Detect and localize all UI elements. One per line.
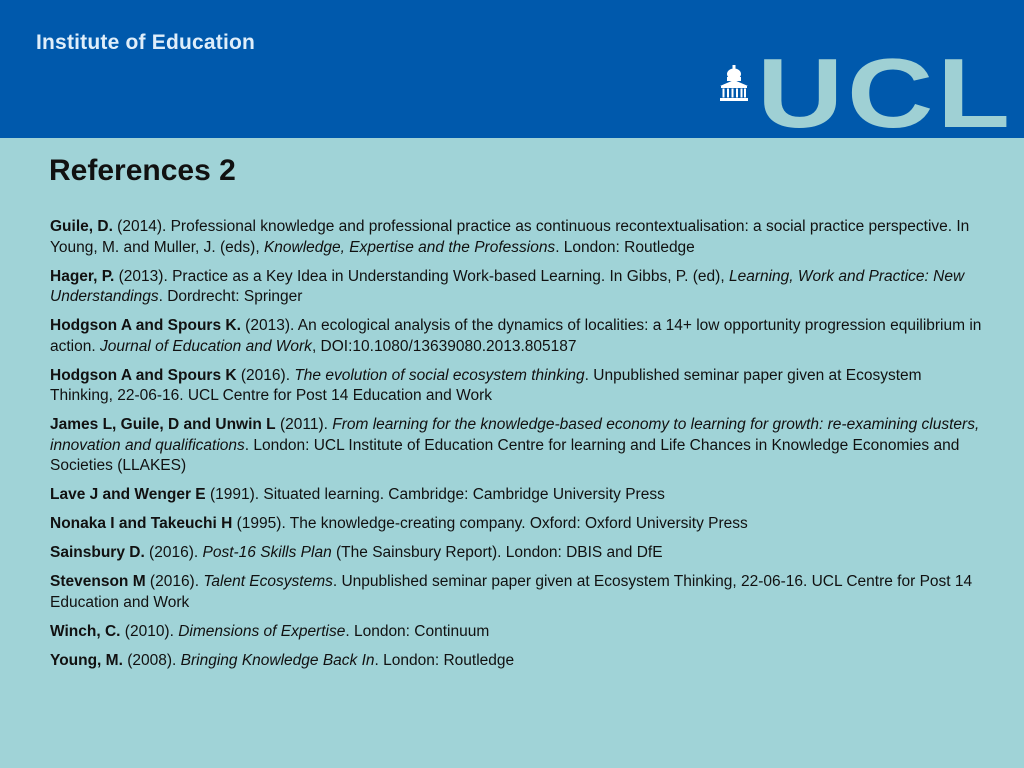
reference-title: Learning, Work and Practice: New Understandings xyxy=(50,267,965,305)
reference-title: Bringing Knowledge Back In xyxy=(180,651,375,669)
reference-publisher: . London: UCL Institute of Education Centre for learning and Life Chances in Knowledge Economies and Societies (LLAKES) xyxy=(50,436,960,474)
reference-author: Young, M. xyxy=(50,651,123,669)
reference-title: Knowledge, Expertise and the Professions xyxy=(263,238,556,256)
reference-publisher: . London: Routledge xyxy=(374,651,515,669)
reference-author: James L, Guile, D and Unwin L xyxy=(50,416,276,433)
reference-details: (2010). xyxy=(120,622,179,640)
reference-publisher: . London: Continuum xyxy=(345,622,490,640)
portico-icon xyxy=(719,65,749,101)
page-title: References 2 xyxy=(49,154,236,187)
reference-publisher: . London: Routledge xyxy=(555,238,695,256)
reference-author: Lave J and Wenger E xyxy=(50,486,206,503)
reference-item xyxy=(50,267,985,308)
reference-item xyxy=(50,316,985,357)
reference-details: (2013). Practice as a Key Idea in Understanding Work-based Learning. In Gibbs, P. (ed), xyxy=(114,267,729,285)
reference-publisher: (The Sainsbury Report). London: DBIS and DfE xyxy=(331,544,663,561)
reference-list xyxy=(50,217,985,680)
reference-details: (2016). xyxy=(144,544,203,561)
reference-item xyxy=(50,543,985,564)
reference-publisher: . Unpublished seminar paper given at Ecosystem Thinking, 22-06-16. UCL Centre for Post 14 Education and Work xyxy=(50,366,922,404)
reference-publisher: , DOI:10.1080/13639080.2013.805187 xyxy=(311,337,577,355)
reference-item xyxy=(50,514,985,535)
reference-item xyxy=(50,622,985,643)
reference-item xyxy=(50,415,985,477)
reference-title: The evolution of social ecosystem thinking xyxy=(294,366,585,384)
reference-details: (2016). xyxy=(236,366,295,384)
reference-item xyxy=(50,572,985,613)
reference-title: From learning for the knowledge-based economy to learning for growth: re-examining clusters, innovation and qualifications xyxy=(50,416,980,454)
reference-publisher: . Unpublished seminar paper given at Ecosystem Thinking, 22-06-16. UCL Centre for Post 14 Education and Work xyxy=(50,573,973,611)
reference-details: (1995). The knowledge-creating company. Oxford: Oxford University Press xyxy=(232,515,748,532)
reference-item xyxy=(50,485,985,506)
reference-item xyxy=(50,217,985,258)
reference-item xyxy=(50,366,985,407)
reference-author: Hodgson A and Spours K. xyxy=(50,317,241,334)
reference-details: (2013). An ecological analysis of the dynamics of localities: a 14+ low opportunity progression equilibrium in action. xyxy=(50,317,982,355)
header-banner xyxy=(0,0,1024,148)
ucl-logo: UCL xyxy=(757,38,1014,148)
reference-author: Winch, C. xyxy=(50,622,121,640)
reference-author: Hodgson A and Spours K xyxy=(50,366,237,384)
reference-author: Nonaka I and Takeuchi H xyxy=(50,515,233,532)
reference-author: Hager, P. xyxy=(50,267,115,285)
reference-title: Talent Ecosystems xyxy=(203,573,333,590)
reference-details: (2016). xyxy=(145,573,204,590)
reference-title: Dimensions of Expertise xyxy=(178,622,346,640)
reference-author: Guile, D. xyxy=(50,218,113,235)
reference-title: Post-16 Skills Plan xyxy=(202,544,332,561)
reference-title: Journal of Education and Work xyxy=(99,337,312,355)
reference-details: (2014). Professional knowledge and professional practice as continuous recontextualisation: a social practice perspective. In Young, M. and Muller, J. (eds), xyxy=(50,218,970,256)
reference-details: (2008). xyxy=(122,651,181,669)
reference-details: (1991). Situated learning. Cambridge: Cambridge University Press xyxy=(205,486,665,503)
reference-item xyxy=(50,651,985,672)
reference-author: Stevenson M xyxy=(50,573,146,590)
reference-details: (2011). xyxy=(275,416,333,433)
reference-publisher: . Dordrecht: Springer xyxy=(158,288,303,305)
reference-author: Sainsbury D. xyxy=(50,544,145,561)
institute-name: Institute of Education xyxy=(36,31,256,54)
